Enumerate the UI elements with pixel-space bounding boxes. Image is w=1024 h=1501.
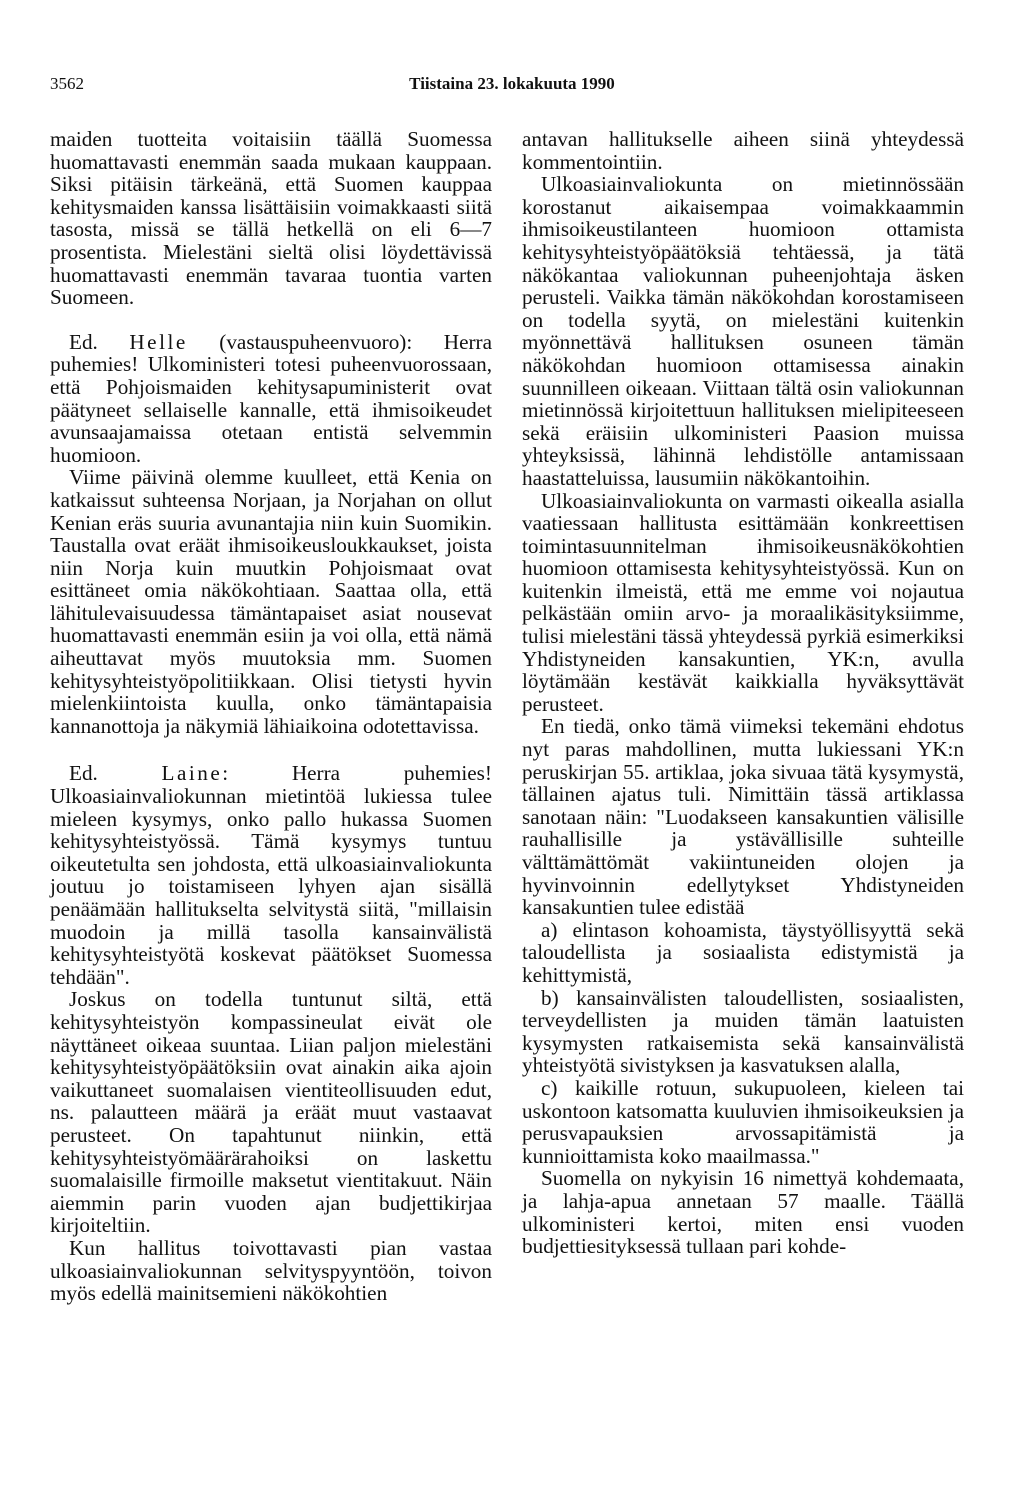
page-header [0, 74, 1024, 100]
paragraph: Viime päivinä olemme kuulleet, että Kenia on katkaissut suhteensa Norjaan, ja Norjahan on ollut Kenian eräs suuria avunantajia niin kuin Suomikin. Taustalla ovat eräät ihmisoikeusloukkaukset, joista niin Norja kuin muutkin Pohjoismaat ovat esittäneet omia näkökohtiaan. Saattaa olla, että lähitulevaisuudessa tämäntapaiset asiat nousevat huomattavasti enemmän esiin ja voi olla, että nämä aiheuttavat myös muutoksia mm. Suomen kehitysyhteistyöpolitiikkaan. Olisi tietysti hyvin mielenkiintoista kuulla, onko tämäntapaisia kannanottoja ja näkymiä lähiaikoina odotettavissa. [50, 465, 492, 738]
list-item-a: a) elintason kohoamista, täystyöllisyyttä sekä taloudellista ja sosiaalista edistymistä ja kehittymistä, [522, 917, 964, 987]
paragraph: En tiedä, onko tämä viimeksi tekemäni ehdotus nyt paras mahdollinen, mutta lukiessani YK:n peruskirjan 55. artiklaa, joka sivuaa tätä kysymystä, tällainen ajatus tuli. Nimittäin tässä artiklassa sanotaan näin: "Luodakseen kansakuntien välisille rauhallisille ja ystävällisille suhteille välttämättömät vakiintuneiden olojen ja hyvinvoinnin edellytykset Yhdistyneiden kansakuntien tulee edistää [522, 714, 964, 920]
paragraph: antavan hallitukselle aiheen siinä yhteydessä kommentointiin. [522, 127, 964, 174]
list-item-c: c) kaikille rotuun, sukupuoleen, kieleen tai uskontoon katsomatta kuuluvien ihmisoikeuksien ja perusvapauksien arvossapitämistä ja kunnioittamista koko maailmassa." [522, 1075, 964, 1168]
running-head-date: Tiistaina 23. lokakuuta 1990 [409, 74, 615, 93]
paragraph: Suomella on nykyisin 16 nimettyä kohdemaata, ja lahja-apua annetaan 57 maalle. Täällä ulkoministeri kertoi, miten ensi vuoden budjettiesityksessä tullaan pari kohde- [522, 1166, 964, 1259]
paragraph: maiden tuotteita voitaisiin täällä Suomessa huomattavasti enemmän saada mukaan kauppaan. Siksi pitäisin tärkeänä, että Suomen kauppaa kehitysmaiden kanssa lisättäisiin voimakkaasti siitä tasosta, missä se tällä hetkellä on eli 6—7 prosentista. Mielestäni sieltä olisi löydettävissä huomattavasti enemmän tavaraa tuontia varten Suomeen. [50, 127, 492, 310]
speech-laine [50, 762, 492, 988]
speaker-prefix: Ed. [69, 329, 130, 354]
speech-text: (vastauspuheenvuoro): Herra puhemies! Ulkoministeri totesi puheenvuorossaan, että Pohjoismaiden kehitysapuministerit ovat päätyneet sellaiselle kannalle, että ihmisoikeudet avunsaajamaissa otetaan entistä selvemmin huomioon. [50, 329, 492, 467]
speaker-name: Laine [161, 761, 223, 786]
paragraph: Ulkoasiainvaliokunta on mietinnössään korostanut aikaisempaa voimakkaammin ihmisoikeustilanteen huomioon ottamista kehitysyhteistyöpäätöksiä tehtäessä, ja tätä näkökantaa valiokunnan puheenjohtaja äsken perusteli. Vaikka tämän näkökohdan korostamiseen on todella syytä, on mielestäni kuitenkin myönnettävä hallituksen osuneen tämän näkökohdan huomioon ottamisessa ainakin suunnilleen oikeaan. Viittaan tältä osin valiokunnan mietinnössä kirjoitettuun hallituksen mielipiteeseen sekä eräisiin ulkoministeri Paasion muissa yhteyksissä, lähinnä lehdistölle antamissaan haastatteluissa, lausumiin näkökantoihin. [522, 172, 964, 490]
paragraph: Ulkoasiainvaliokunta on varmasti oikealla asialla vaatiessaan hallitusta esittämään konkreettisen toimintasuunnitelman ihmisoikeusnäkökohtien huomioon ottamisesta kehitysyhteistyössä. Kun on kuitenkin ilmeistä, että me emme voi nojautua pelkästään omiin arvo- ja moraalikäsityksiimme, tulisi mielestäni tässä yhteydessä pyrkiä esimerkiksi Yhdistyneiden kansakuntien, YK:n, avulla löytämään kestävät kaikkialla hyväksyttävät perusteet. [522, 488, 964, 716]
right-column [522, 128, 964, 1258]
speaker-name: Helle [129, 329, 188, 354]
paragraph: Joskus on todella tuntunut siltä, että kehitysyhteistyön kompassineulat eivät ole näyttäneet oikeaa suuntaa. Liian paljon mielestäni kehitysyhteistyöpäätöksiin ovat ainakin aika ajoin vaikuttaneet suomalaisen vientiteollisuuden edut, ns. palautteen määrä ja eräät muut vastaavat perusteet. On tapahtunut niinkin, että kehitysyhteistyömäärärahoiksi on laskettu suomalaisille firmoille maksetut vientitakuut. Näin aiemmin parin vuoden ajan budjettikirjaa kirjoiteltiin. [50, 987, 492, 1238]
page-number: 3562 [50, 74, 84, 93]
paragraph: Kun hallitus toivottavasti pian vastaa ulkoasiainvaliokunnan selvityspyyntöön, toivon myös edellä mainitsemieni näkökohtien [50, 1235, 492, 1306]
speech-helle [50, 331, 492, 467]
speaker-prefix: Ed. [69, 761, 162, 786]
list-item-b: b) kansainvälisten taloudellisten, sosiaalisten, terveydellisten ja muiden tämän laatuisten kysymysten ratkaisemista sekä kansainvälistä yhteistyötä sivistyksen ja kasvatuksen alalla, [522, 985, 964, 1078]
left-column [50, 128, 492, 1305]
speech-text: : Herra puhemies! Ulkoasiainvaliokunnan mietintöä lukiessa tulee mieleen kysymys, onko pallo hukassa Suomen kehitysyhteistyössä. Tämä kysymys tuntuu oikeutetulta sen johdosta, että ulkoasiainvaliokunta joutuu jo toistamiseen lyhyen ajan sisällä penäämään hallitukselta selvitystä siitä, "millaisin muodoin ja millä tasolla kansainvälistä kehitysyhteistyötä koskevat päätökset Suomessa tehdään". [50, 761, 492, 989]
